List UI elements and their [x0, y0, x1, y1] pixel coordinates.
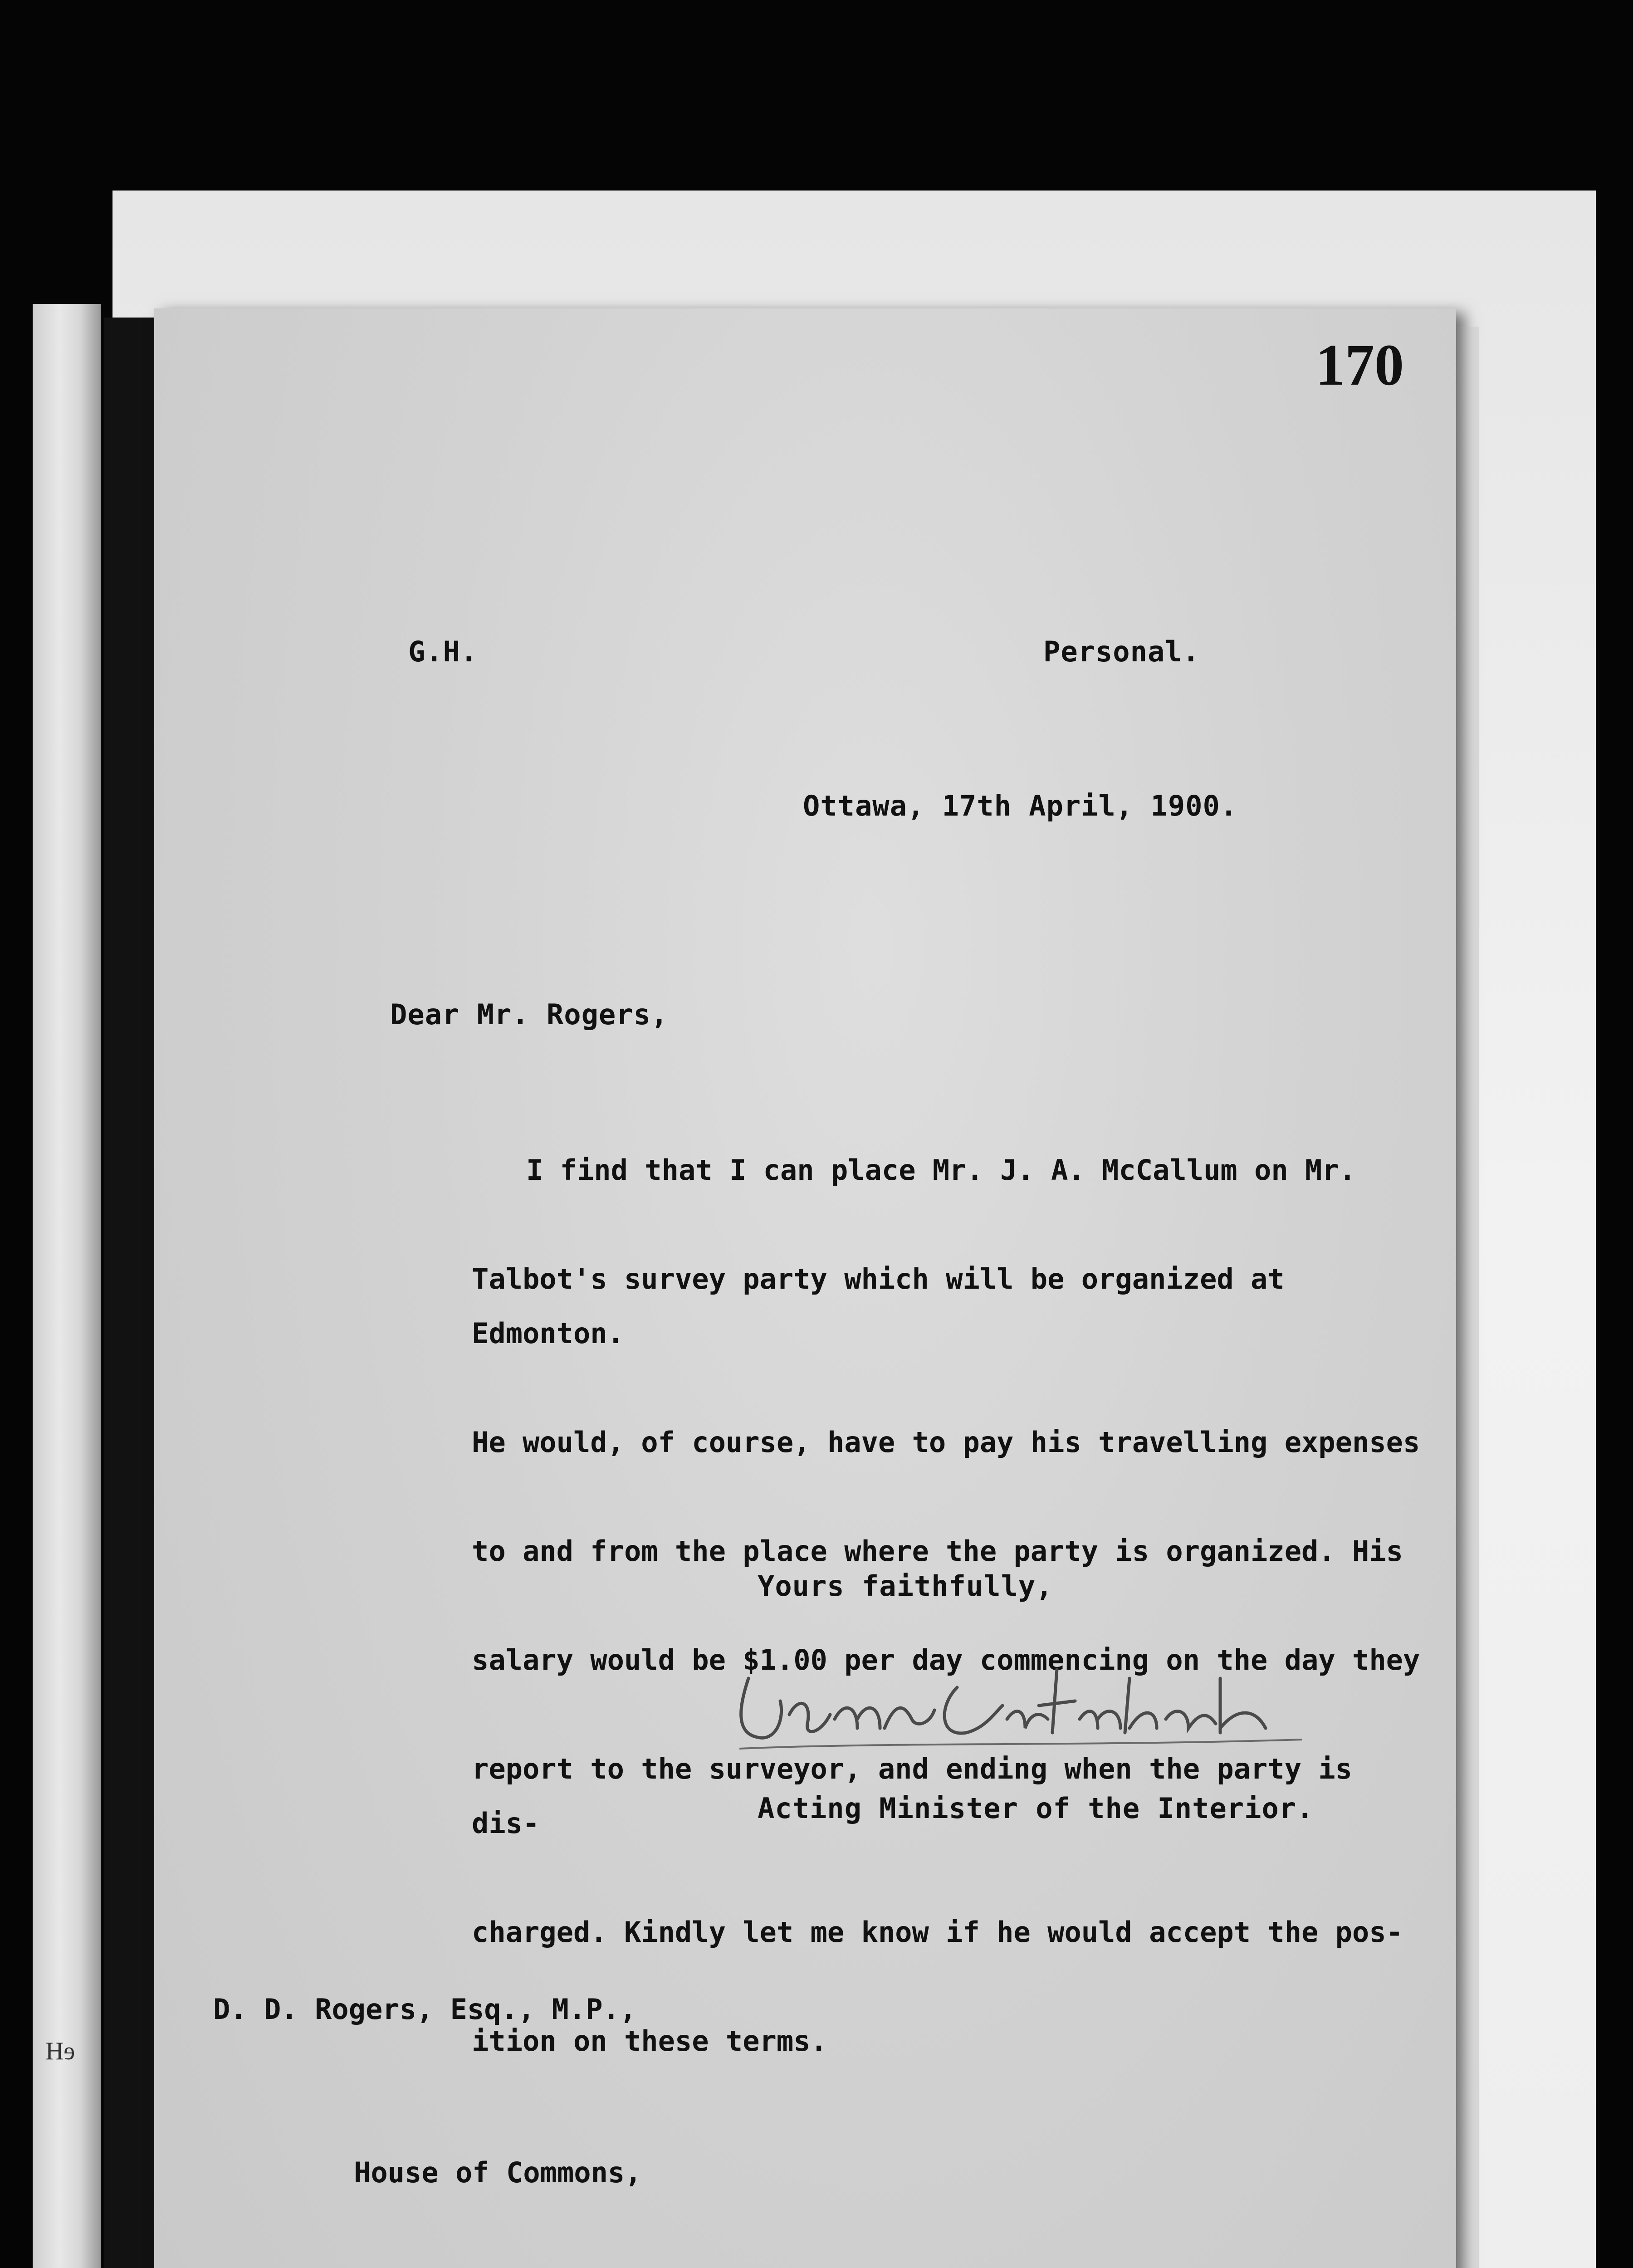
letter-page [154, 308, 1456, 2268]
body-line: charged. Kindly let me know if he would accept the pos- [472, 1916, 1403, 1949]
handwritten-signature [721, 1651, 1311, 1760]
addressee-name: D. D. Rogers, Esq., M.P., [213, 1993, 637, 2026]
body-line: Talbot's survey party which will be organized at Edmonton. [472, 1262, 1285, 1350]
salutation: Dear Mr. Rogers, [390, 998, 669, 1031]
body-line: ition on these terms. [472, 2024, 827, 2058]
film-edge-strip [33, 304, 101, 2268]
body-line: salary would be $1.00 per day commencing on the day they [472, 1643, 1420, 1677]
complimentary-close: Yours faithfully, [758, 1569, 1053, 1603]
signatory-title: Acting Minister of the Interior. [758, 1792, 1314, 1825]
inside-address [213, 1873, 672, 2268]
body-line: I find that I can place Mr. J. A. McCallum on Mr. [526, 1154, 1356, 1187]
folio-number: 170 [1315, 332, 1404, 398]
body-line: to and from the place where the party is organized. His [472, 1535, 1403, 1568]
film-edge-text: eH [45, 2037, 75, 2065]
reference-initials: G.H. [408, 635, 478, 668]
personal-marking: Personal. [1043, 635, 1200, 668]
addressee-line2: House of Commons, [354, 2156, 642, 2189]
dateline: Ottawa, 17th April, 1900. [803, 789, 1238, 822]
body-line: He would, of course, have to pay his travelling expenses [472, 1426, 1420, 1459]
body-line: report to the surveyor, and ending when the party is dis- [472, 1752, 1353, 1840]
